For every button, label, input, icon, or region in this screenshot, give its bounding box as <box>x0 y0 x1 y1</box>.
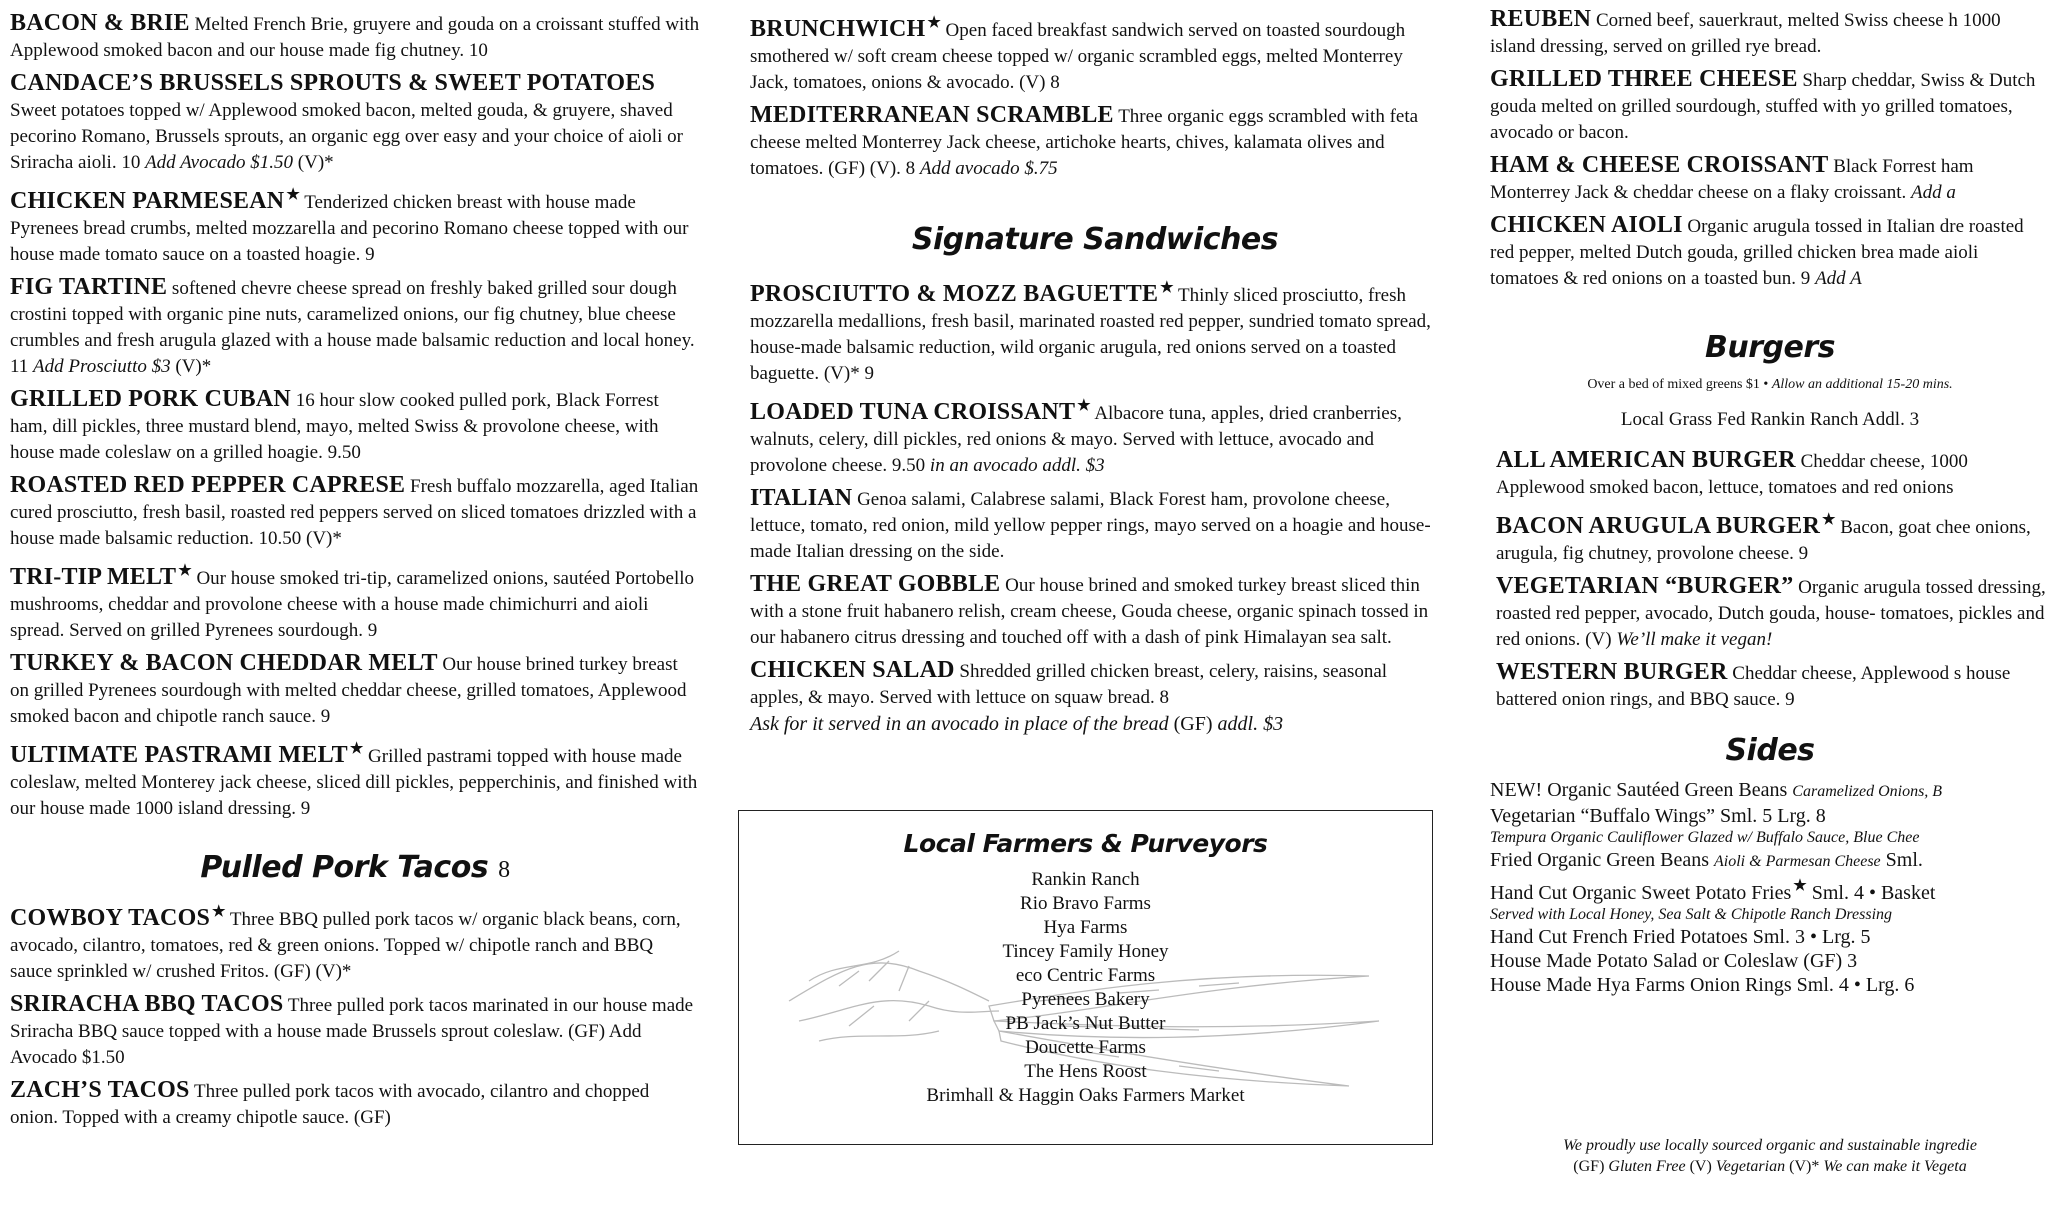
side-item <box>1490 848 2050 874</box>
side-description: Tempura Organic Cauliflower Glazed w/ Buffalo Sauce, Blue Chee <box>1490 829 1920 846</box>
menu-item-description: Our house smoked tri-tip, caramelized onions, sautéed Portobello mushrooms, cheddar and provolone cheese with a house made chimichurri and aioli spread. Served on grilled Pyrenees sourdough. 9 <box>10 568 695 641</box>
menu-item-name: VEGETARIAN “BURGER” <box>1496 573 1794 599</box>
menu-item-name: GRILLED PORK CUBAN <box>10 386 291 412</box>
menu-item-name: TRI-TIP MELT <box>10 564 177 590</box>
side-item-name: Hand Cut French Fried Potatoes Sml. 3 • Lrg. 5 <box>1490 926 1871 948</box>
menu-item-description: Black Forrest ham Monterrey Jack & cheddar cheese on a flaky croissant. <box>1490 156 1974 203</box>
menu-item-description: Albacore tuna, apples, dried cranberries, walnuts, celery, dill pickles, red onions & mayo. Served with lettuce, avocado and provolone cheese. 9.50 <box>750 403 1402 476</box>
menu-column-right <box>1490 0 2050 997</box>
menu-item-description: Three pulled pork tacos with avocado, cilantro and chopped onion. Topped with a creamy chipotle sauce. (GF) <box>10 1081 650 1128</box>
menu-item-name: BACON ARUGULA BURGER <box>1496 513 1821 539</box>
menu-item-tri-tip-melt <box>10 558 700 644</box>
menu-item-addon: We’ll make it vegan! <box>1616 629 1773 650</box>
menu-item-description: Organic arugula tossed dressing, roasted red pepper, avocado, Dutch gouda, house- tomatoes, pickles and red onions. (V) <box>1496 577 2046 650</box>
menu-item-addon: in an avocado addl. $3 <box>929 455 1105 476</box>
menu-item-fig-tartine <box>10 274 700 380</box>
menu-item-description: Corned beef, sauerkraut, melted Swiss cheese h 1000 island dressing, served on grilled rye bread. <box>1490 10 2001 57</box>
menu-item-addon: Add avocado $.75 <box>919 158 1058 179</box>
menu-item-grilled-pork-cuban <box>10 386 700 466</box>
farmer-doucette-farms: Doucette Farms <box>1025 1037 1146 1058</box>
menu-item-name: GRILLED THREE CHEESE <box>1490 66 1798 92</box>
menu-item-name: CHICKEN AIOLI <box>1490 212 1683 238</box>
signature-section-title: Signature Sandwiches <box>911 222 1279 257</box>
menu-item-chicken-salad <box>750 657 1440 711</box>
menu-item-name: REUBEN <box>1490 6 1592 32</box>
side-item <box>1490 874 2050 905</box>
menu-item-name: BACON & BRIE <box>10 10 190 36</box>
side-item-name: NEW! Organic Sautéed Green Beans <box>1490 779 1793 801</box>
menu-item-description: Sharp cheddar, Swiss & Dutch gouda melted on grilled sourdough, stuffed with yo grilled tomatoes, avocado or bacon. <box>1490 70 2036 143</box>
menu-item-all-american-burger <box>1496 447 2050 501</box>
menu-item-name: ROASTED RED PEPPER CAPRESE <box>10 472 406 498</box>
star-icon: ★ <box>1793 878 1807 894</box>
menu-item-description: Genoa salami, Calabrese salami, Black Forest ham, provolone cheese, lettuce, tomato, red onion, mild yellow pepper rings, mayo served on a hoagie and house-made Italian dressing on the side. <box>750 489 1431 562</box>
farmers-list <box>739 868 1432 1108</box>
menu-item-name: THE GREAT GOBBLE <box>750 571 1001 597</box>
farmer-pyrenees-bakery: Pyrenees Bakery <box>1021 989 1150 1010</box>
menu-item-description: Three pulled pork tacos marinated in our house made Sriracha BBQ sauce topped with a house made Brussels sprout coleslaw. (GF) Add Avocado $1.50 <box>10 995 694 1068</box>
side-description: Served with Local Honey, Sea Salt & Chipotle Ranch Dressing <box>1490 906 1893 923</box>
menu-item-name: TURKEY & BACON CHEDDAR MELT <box>10 650 438 676</box>
menu-item-addon: Add a <box>1911 182 1956 203</box>
menu-item-prosciutto-mozz-baguette <box>750 275 1440 387</box>
farmer-brimhall-haggin-oaks-farmers-market: Brimhall & Haggin Oaks Farmers Market <box>926 1085 1245 1106</box>
side-item-name: Fried Organic Green Beans <box>1490 849 1715 871</box>
menu-item-addon: Add Prosciutto $3 <box>33 356 171 377</box>
farmer-hya-farms: Hya Farms <box>1043 917 1128 938</box>
grass-fed-note: Local Grass Fed Rankin Ranch Addl. 3 <box>1620 409 1920 430</box>
menu-item-description: Our house brined turkey breast on grilled Pyrenees sourdough with melted cheddar cheese, grilled tomatoes, Applewood smoked bacon and chipotle ranch sauce. 9 <box>10 654 687 727</box>
menu-item-description: Three organic eggs scrambled with feta cheese melted Monterrey Jack cheese, artichoke hearts, chives, kalamata olives and tomatoes. (GF) (V). 8 <box>750 106 1419 179</box>
menu-item-name: MEDITERRANEAN SCRAMBLE <box>750 102 1114 128</box>
menu-item-description: Sweet potatoes topped w/ Applewood smoked bacon, melted gouda, & gruyere, shaved pecorino Romano, Brussels sprouts, an organic egg over easy and your choice of aioli or Sriracha aioli. 10 <box>10 100 683 173</box>
menu-item-addon: Add A <box>1815 268 1862 289</box>
menu-item-name: CHICKEN PARMESEAN <box>10 188 285 214</box>
menu-item-chicken-parmesean <box>10 182 700 268</box>
side-item-note: Aioli & Parmesan Cheese <box>1714 853 1881 870</box>
star-icon: ★ <box>1160 280 1174 296</box>
menu-item-candace-s-brussels-sprouts-sweet-potatoes <box>10 70 700 176</box>
menu-item-zach-s-tacos <box>10 1077 700 1131</box>
footer-line-2: (GF) Gluten Free (V) Vegetarian (V)* We can make it Vegeta <box>1573 1158 1967 1175</box>
menu-item-ham-cheese-croissant <box>1490 152 2050 206</box>
menu-item-reuben <box>1490 6 2050 60</box>
menu-item-name: CHICKEN SALAD <box>750 657 955 683</box>
menu-item-name: ALL AMERICAN BURGER <box>1496 447 1796 473</box>
star-icon: ★ <box>1822 512 1836 528</box>
menu-item-italian <box>750 485 1440 565</box>
menu-item-description: Our house brined and smoked turkey breast sliced thin with a stone fruit habanero relish, cream cheese, Gouda cheese, organic spinach tossed in our habanero citrus dressing and touched off with a dash of pink Himalayan sea salt. <box>750 575 1429 648</box>
menu-item-loaded-tuna-croissant <box>750 393 1440 479</box>
menu-item-name: COWBOY TACOS <box>10 905 210 931</box>
burgers-greens-note: Over a bed of mixed greens $1 • Allow an additional 15-20 mins. <box>1587 377 1953 392</box>
star-icon: ★ <box>178 563 192 579</box>
menu-item-chicken-aioli <box>1490 212 2050 292</box>
menu-item-description: softened chevre cheese spread on freshly baked grilled sour dough crostini topped with organic pine nuts, caramelized onions, our fig chutney, blue cheese crumbles and fresh arugula glazed with a house made balsamic reduction and local honey. 11 <box>10 278 695 377</box>
menu-item-bacon-brie <box>10 10 700 64</box>
menu-item-name: BRUNCHWICH <box>750 16 926 42</box>
menu-item-name: CANDACE’S BRUSSELS SPROUTS & SWEET POTATOES <box>10 70 655 96</box>
side-item <box>1490 949 2050 973</box>
menu-item-ultimate-pastrami-melt <box>10 736 700 822</box>
menu-item-roasted-red-pepper-caprese <box>10 472 700 552</box>
star-icon: ★ <box>1077 398 1091 414</box>
menu-item-description: Bacon, goat chee onions, arugula, fig chutney, provolone cheese. 9 <box>1496 517 2031 564</box>
star-icon: ★ <box>927 15 941 31</box>
menu-item-description: Shredded grilled chicken breast, celery, raisins, seasonal apples, & mayo. Served with lettuce on squaw bread. 8 <box>750 661 1388 708</box>
menu-item-description: Three BBQ pulled pork tacos w/ organic black beans, corn, avocado, cilantro, tomatoes, red & green onions. Topped w/ chipotle ranch and BBQ sauce sprinkled w/ crushed Fritos. (GF) (V)* <box>10 909 681 982</box>
menu-item-description: Fresh buffalo mozzarella, aged Italian cured prosciutto, fresh basil, roasted red peppers served on sliced tomatoes drizzled with a house made balsamic reduction. 10.50 (V)* <box>10 476 699 549</box>
menu-item-description: Open faced breakfast sandwich served on toasted sourdough smothered w/ soft cream cheese topped w/ organic scrambled eggs, melted Monterrey Jack, tomatoes, onions & avocado. (V) 8 <box>750 20 1406 93</box>
star-icon: ★ <box>212 904 226 920</box>
menu-item-description: Melted French Brie, gruyere and gouda on a croissant stuffed with Applewood smoked bacon and our house made fig chutney. 10 <box>10 14 700 61</box>
side-item <box>1490 778 2050 804</box>
chicken-salad-avocado-note: Ask for it served in an avocado in place of the bread (GF) addl. $3 <box>750 713 1284 735</box>
menu-item-description: Organic arugula tossed in Italian dre roasted red pepper, melted Dutch gouda, grilled chicken brea made aioli tomatoes & red onions on a toasted bun. 9 <box>1490 216 2024 289</box>
farmer-pb-jack-s-nut-butter: PB Jack’s Nut Butter <box>1005 1013 1166 1034</box>
menu-item-western-burger <box>1496 659 2050 713</box>
farmer-the-hens-roost: The Hens Roost <box>1024 1061 1147 1082</box>
sides-section-title: Sides <box>1725 733 1815 768</box>
menu-item-mediterranean-scramble <box>750 102 1440 182</box>
menu-item-name: HAM & CHEESE CROISSANT <box>1490 152 1829 178</box>
menu-item-description: Tenderized chicken breast with house made Pyrenees bread crumbs, melted mozzarella and pecorino Romano cheese topped with our house made tomato sauce on a toasted hoagie. 9 <box>10 192 689 265</box>
menu-item-name: SRIRACHA BBQ TACOS <box>10 991 284 1017</box>
side-item-name: House Made Potato Salad or Coleslaw (GF) 3 <box>1490 950 1858 972</box>
tacos-section-title: Pulled Pork Tacos 8 <box>200 850 510 885</box>
footer-note <box>1490 1135 2050 1177</box>
side-item-name: Vegetarian “Buffalo Wings” Sml. 5 Lrg. 8 <box>1490 805 1826 827</box>
menu-item-the-great-gobble <box>750 571 1440 651</box>
footer-line-1: We proudly use locally sourced organic and sustainable ingredie <box>1563 1137 1977 1154</box>
menu-item-description: Thinly sliced prosciutto, fresh mozzarella medallions, fresh basil, marinated roasted red pepper, sundried tomato spread, house-made balsamic reduction, wild organic arugula, red onions served on a toasted baguette. (V)* 9 <box>750 285 1431 384</box>
menu-item-dietary: (V)* <box>170 356 212 377</box>
menu-item-description: Cheddar cheese, Applewood s house battered onion rings, and BBQ sauce. 9 <box>1496 663 2011 710</box>
menu-item-description: Grilled pastrami topped with house made coleslaw, melted Monterey jack cheese, sliced dill pickles, pepperchinis, and finished with our house made 1000 island dressing. 9 <box>10 746 698 819</box>
star-icon: ★ <box>286 187 300 203</box>
menu-item-sriracha-bbq-tacos <box>10 991 700 1071</box>
menu-item-cowboy-tacos <box>10 899 700 985</box>
menu-item-dietary: (V)* <box>293 152 334 173</box>
farmers-title: Local Farmers & Purveyors <box>903 829 1268 858</box>
menu-item-name: PROSCIUTTO & MOZZ BAGUETTE <box>750 281 1159 307</box>
menu-item-name: LOADED TUNA CROISSANT <box>750 399 1076 425</box>
local-farmers-box <box>738 810 1433 1145</box>
menu-item-turkey-bacon-cheddar-melt <box>10 650 700 730</box>
side-item <box>1490 973 2050 997</box>
farmer-tincey-family-honey: Tincey Family Honey <box>1002 941 1169 962</box>
menu-column-middle <box>750 0 1440 743</box>
menu-item-brunchwich <box>750 10 1440 96</box>
farmer-rio-bravo-farms: Rio Bravo Farms <box>1020 893 1151 914</box>
side-item-note: Caramelized Onions, B <box>1792 783 1943 800</box>
farmer-rankin-ranch: Rankin Ranch <box>1031 869 1140 890</box>
side-item-name: House Made Hya Farms Onion Rings Sml. 4 • Lrg. 6 <box>1490 974 1915 996</box>
menu-item-vegetarian-burger <box>1496 573 2050 653</box>
farmer-eco-centric-farms: eco Centric Farms <box>1015 965 1156 986</box>
menu-item-bacon-arugula-burger <box>1496 507 2050 567</box>
menu-item-grilled-three-cheese <box>1490 66 2050 146</box>
burgers-section-title: Burgers <box>1705 330 1835 365</box>
menu-item-name: ITALIAN <box>750 485 853 511</box>
side-item-price: Sml. <box>1880 849 1923 871</box>
menu-item-name: WESTERN BURGER <box>1496 659 1728 685</box>
side-item <box>1490 925 2050 949</box>
menu-item-description: 16 hour slow cooked pulled pork, Black Forrest ham, dill pickles, three mustard blend, mayo, melted Swiss & provolone cheese, with house made coleslaw on a grilled hoagie. 9.50 <box>10 390 659 463</box>
menu-item-name: FIG TARTINE <box>10 274 168 300</box>
menu-column-left <box>10 0 700 1137</box>
side-item <box>1490 804 2050 828</box>
menu-item-name: ZACH’S TACOS <box>10 1077 190 1103</box>
menu-item-addon: Add Avocado $1.50 <box>145 152 294 173</box>
side-item-name: Hand Cut Organic Sweet Potato Fries <box>1490 882 1792 904</box>
menu-item-description: Cheddar cheese, 1000 Applewood smoked bacon, lettuce, tomatoes and red onions <box>1496 451 1968 498</box>
star-icon: ★ <box>349 741 364 757</box>
menu-item-name: ULTIMATE PASTRAMI MELT <box>10 742 348 768</box>
side-item-price: Sml. 4 • Basket <box>1806 882 1936 904</box>
